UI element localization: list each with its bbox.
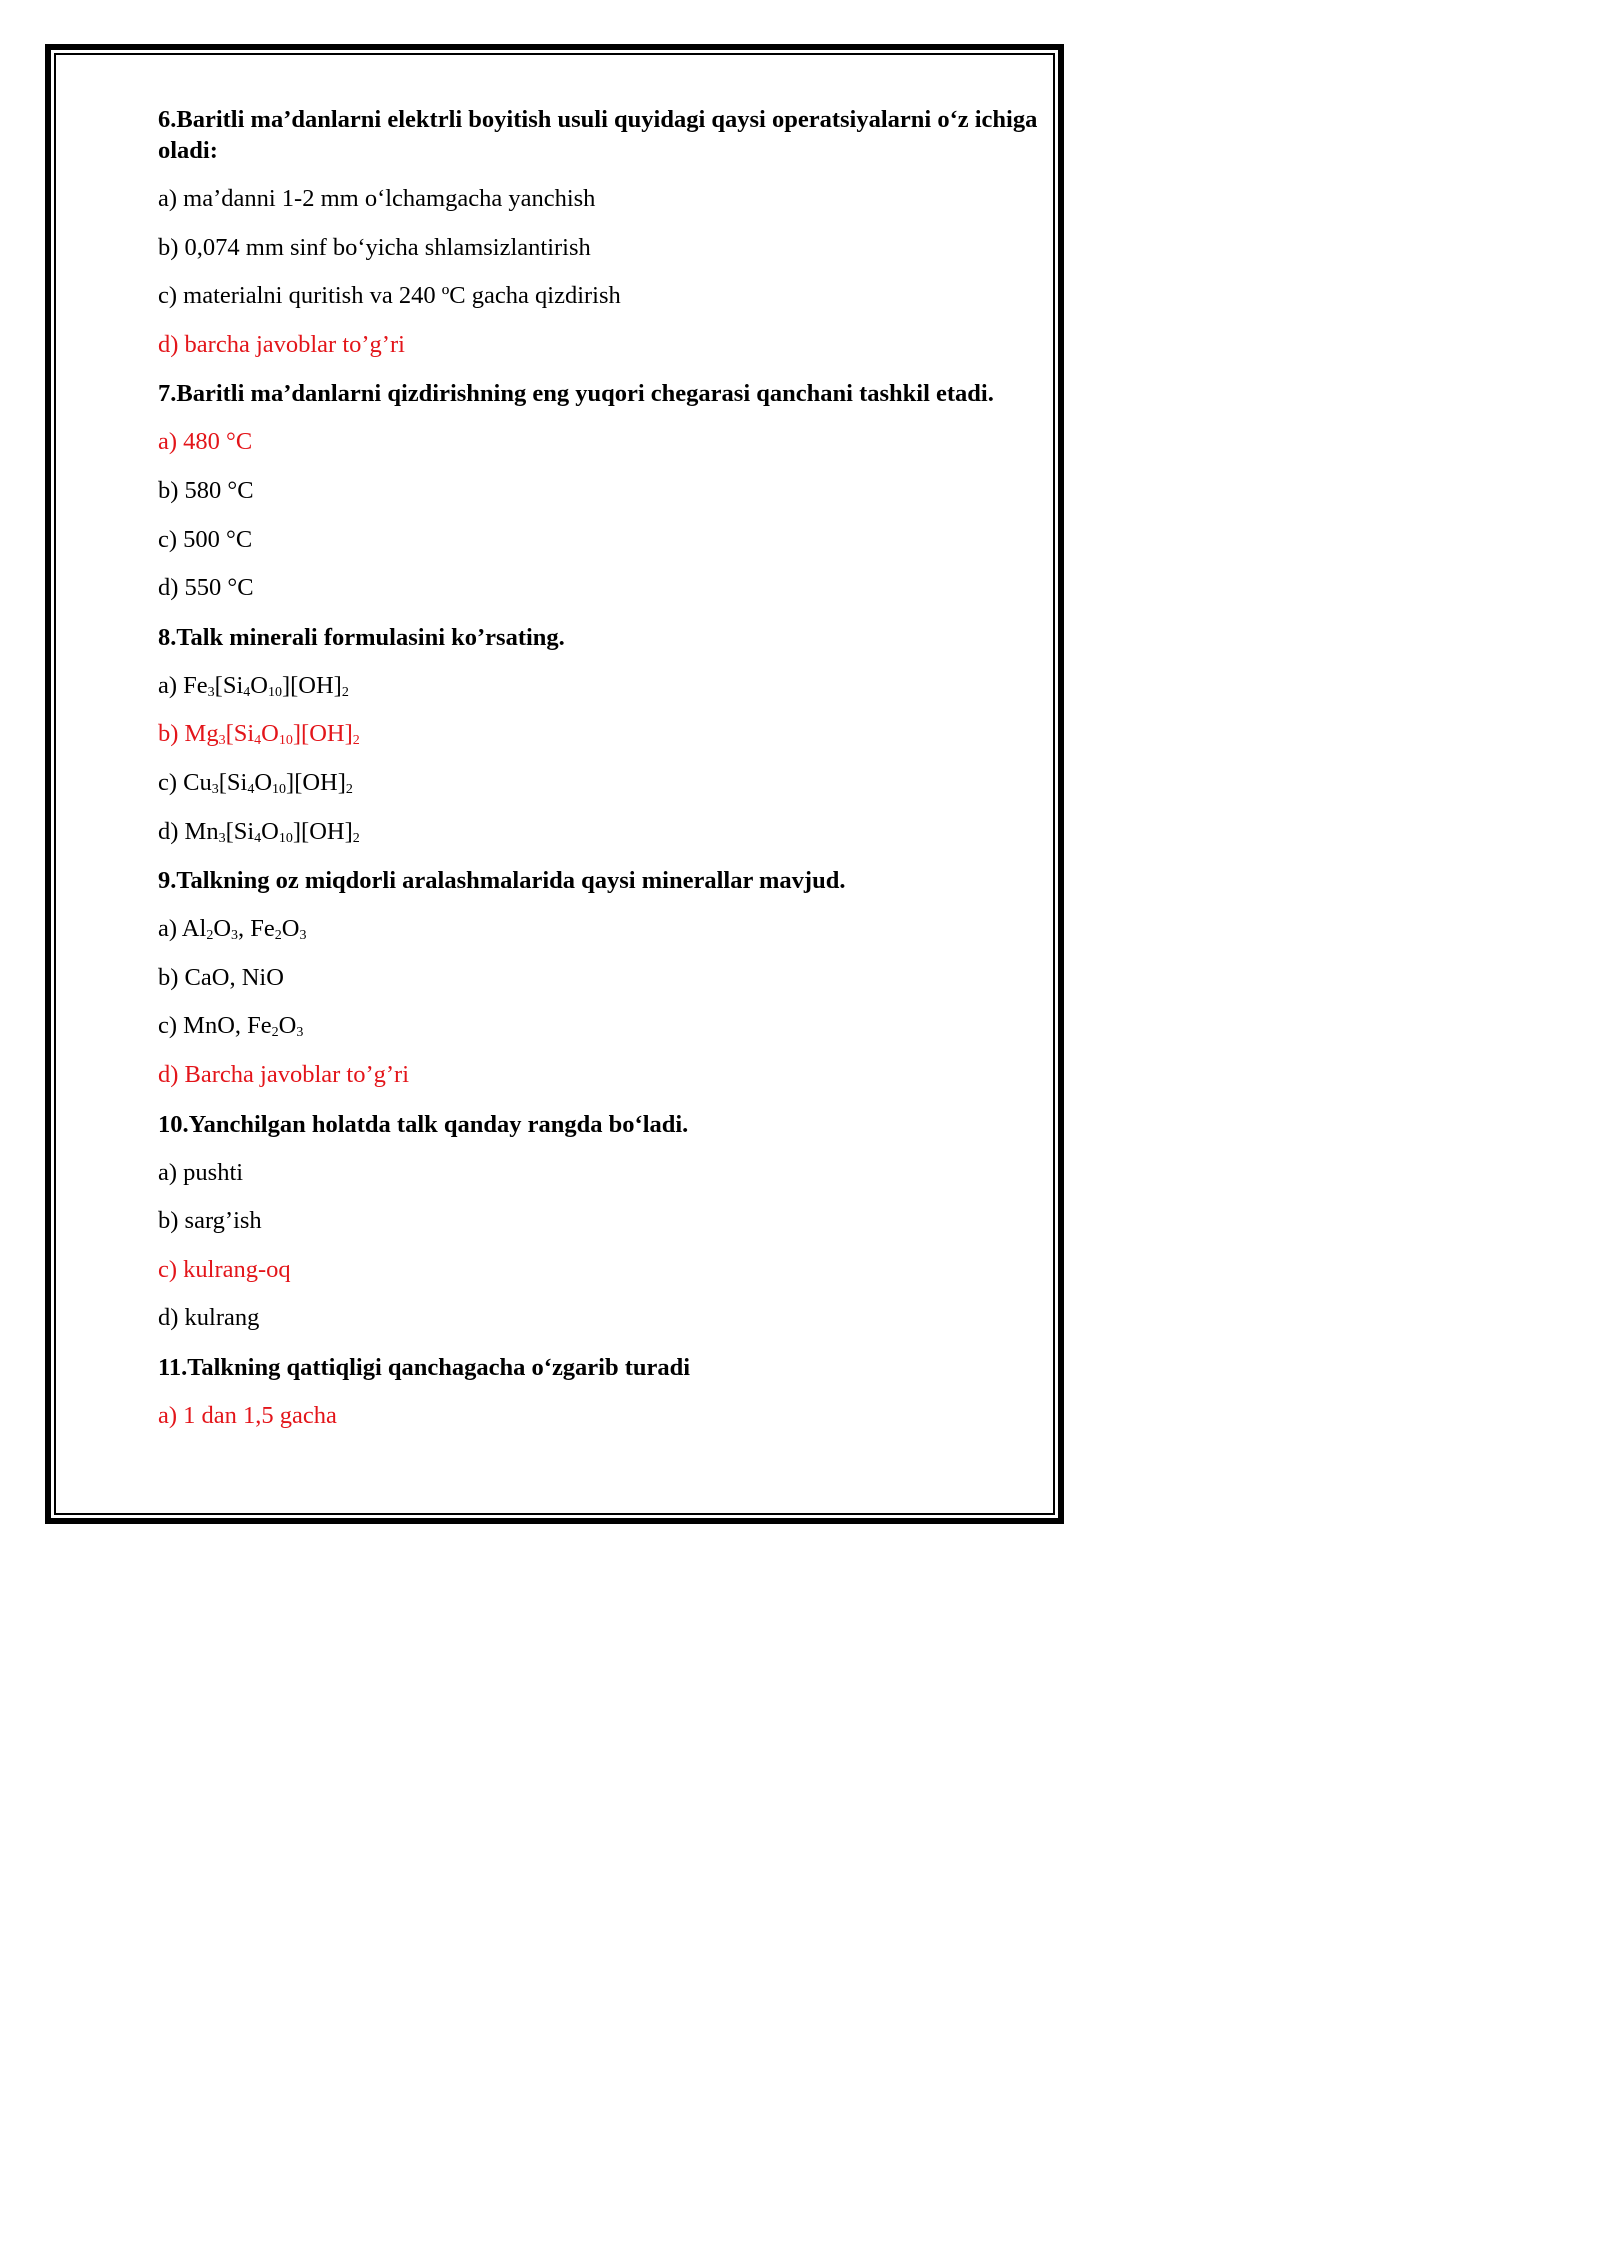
option-6a: a) ma’danni 1-2 mm o‘lchamgacha yanchish [158, 185, 596, 212]
option-9c: c) MnO, $Fe_2O_3$ [158, 1012, 304, 1041]
option-9a: a) $Al_2O_3$, $Fe_2O_3$ [158, 915, 307, 944]
question-9: 9.Talkning oz miqdorli aralashmalarida qaysi minerallar mavjud. [158, 867, 846, 895]
quiz-content [158, 104, 1038, 1449]
question-7: 7.Baritli ma’danlarni qizdirishning eng yuqori chegarasi qanchani tashkil etadi. [158, 380, 994, 408]
option-7d: d) 550 °C [158, 574, 254, 602]
option-8c: c) $Cu_3[Si_4O_{10}][OH]_2$ [158, 768, 353, 797]
option-8b-correct: b) $Mg_3[Si_4O_{10}][OH]_2$ [158, 720, 360, 749]
option-6d-correct: d) barcha javoblar to’g’ri [158, 330, 405, 358]
option-8a: a) $Fe_3[Si_4O_{10}][OH]_2$ [158, 671, 349, 700]
option-10a: a) pushti [158, 1158, 244, 1186]
option-9b: b) CaO, NiO [158, 963, 284, 991]
option-8d: d) $Mn_3[Si_4O_{10}][OH]_2$ [158, 817, 360, 846]
question-6: 6.Baritli ma’danlarni elektrli boyitish usuli quyidagi qaysi operatsiyalarni o‘z ichiga oladi: [158, 106, 1038, 164]
question-8: 8.Talk minerali formulasini ko’rsating. [158, 623, 565, 651]
option-9d-correct: d) Barcha javoblar to’g’ri [158, 1060, 410, 1088]
option-6c: c) materialni quritish va 240 ºC gacha qizdirish [158, 282, 621, 310]
option-7b: b) 580 °C [158, 476, 254, 504]
option-10d: d) kulrang [158, 1304, 260, 1332]
option-11a-correct: a) 1 dan 1,5 gacha [158, 1401, 337, 1429]
option-7c: c) 500 °C [158, 525, 253, 553]
question-11: 11.Talkning qattiqligi qanchagacha o‘zgarib turadi [158, 1353, 691, 1381]
option-6b: b) 0,074 mm sinf bo‘yicha shlamsizlantirish [158, 233, 591, 261]
option-7a-correct: a) 480 °C [158, 428, 253, 456]
option-10c-correct: c) kulrang-oq [158, 1255, 291, 1283]
option-10b: b) sarg’ish [158, 1207, 262, 1235]
question-10: 10.Yanchilgan holatda talk qanday rangda bo‘ladi. [158, 1110, 689, 1138]
